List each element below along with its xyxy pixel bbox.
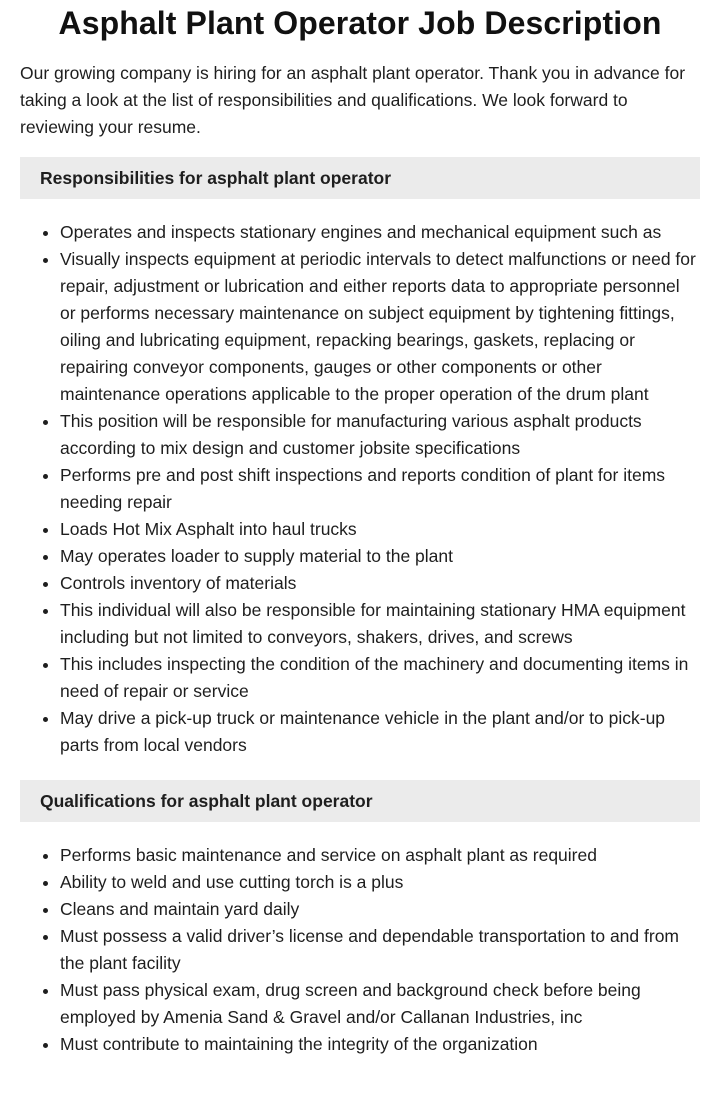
list-item: • Must possess a valid driver’s license and dependable transportation to and from the plant facility — [60, 923, 700, 977]
qualifications-heading: Qualifications for asphalt plant operator — [20, 780, 700, 822]
list-item: • May drive a pick-up truck or maintenance vehicle in the plant and/or to pick-up parts from local vendors — [60, 705, 700, 759]
list-item: • Visually inspects equipment at periodic intervals to detect malfunctions or need for repair, adjustment or lubrication and either reports data to appropriate personnel or performs necessary maintenance on subject equipment by tightening fittings, oiling and lubricating equipment, repacking bearings, gaskets, replacing or repairing conveyor components, gauges or other components or other maintenance operations applicable to the proper operation of the drum plant — [60, 246, 700, 408]
responsibilities-heading: Responsibilities for asphalt plant operator — [20, 157, 700, 199]
list-item: • Must pass physical exam, drug screen and background check before being employed by Amenia Sand & Gravel and/or Callanan Industries, inc — [60, 977, 700, 1031]
page-title: Asphalt Plant Operator Job Description — [58, 5, 662, 41]
list-item: • May operates loader to supply material to the plant — [60, 543, 700, 570]
intro-paragraph: Our growing company is hiring for an asphalt plant operator. Thank you in advance for taking a look at the list of responsibilities and qualifications. We look forward to reviewing your resume. — [20, 63, 686, 137]
list-item: • This position will be responsible for manufacturing various asphalt products according to mix design and customer jobsite specifications — [60, 408, 700, 462]
list-item: • This includes inspecting the condition of the machinery and documenting items in need of repair or service — [60, 651, 700, 705]
list-item: • Performs pre and post shift inspections and reports condition of plant for items needing repair — [60, 462, 700, 516]
list-item: • Controls inventory of materials — [60, 570, 700, 597]
list-item: • Performs basic maintenance and service on asphalt plant as required — [60, 842, 700, 869]
list-item: • Must contribute to maintaining the integrity of the organization — [60, 1031, 700, 1058]
list-item: • Operates and inspects stationary engines and mechanical equipment such as — [60, 219, 700, 246]
qualifications-list — [20, 842, 700, 1058]
list-item: • This individual will also be responsible for maintaining stationary HMA equipment including but not limited to conveyors, shakers, drives, and screws — [60, 597, 700, 651]
list-item: • Loads Hot Mix Asphalt into haul trucks — [60, 516, 700, 543]
responsibilities-list — [20, 219, 700, 759]
list-item: • Cleans and maintain yard daily — [60, 896, 700, 923]
list-item: • Ability to weld and use cutting torch is a plus — [60, 869, 700, 896]
